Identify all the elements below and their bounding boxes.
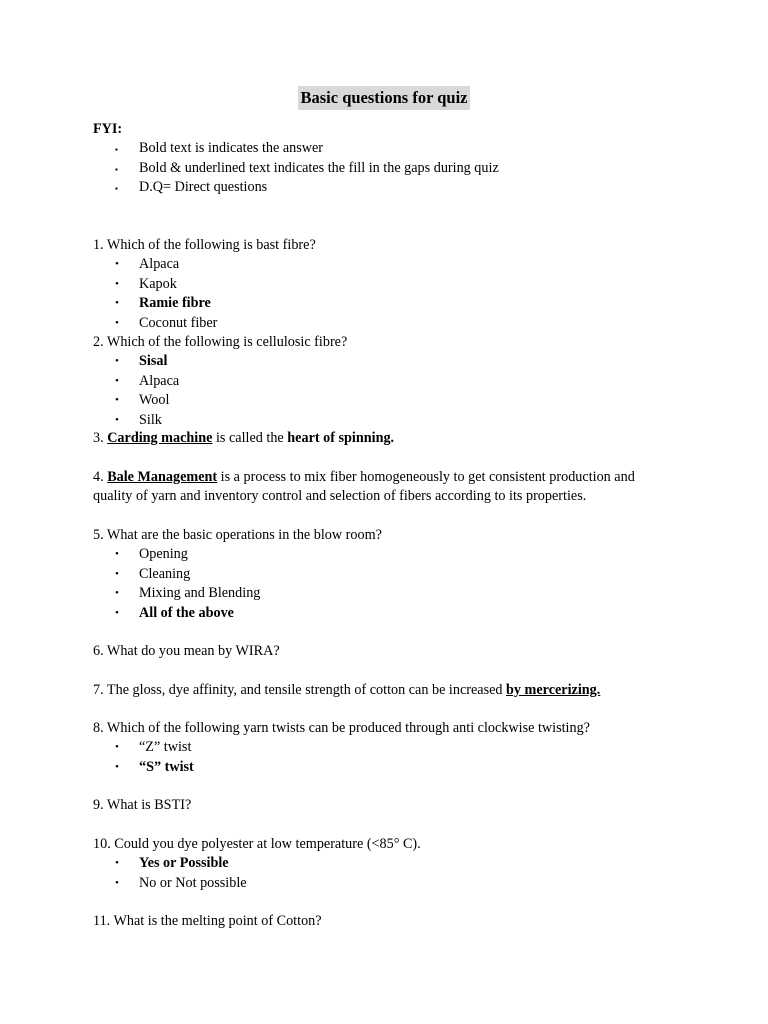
question-3	[93, 429, 693, 448]
dot-bullet-icon: •	[115, 394, 119, 407]
question-6	[93, 642, 693, 661]
fyi-heading: FYI:	[93, 121, 123, 137]
dot-bullet-icon: •	[115, 548, 119, 561]
option: • Kapok	[93, 275, 693, 294]
option: • Coconut fiber	[93, 314, 693, 333]
question-11	[93, 912, 693, 931]
fyi-section	[93, 120, 693, 198]
question-1	[93, 236, 693, 333]
dot-bullet-icon: •	[115, 374, 119, 387]
question-4	[93, 468, 673, 507]
fyi-item: ▪ D.Q= Direct questions	[93, 178, 693, 197]
dot-bullet-icon: •	[115, 741, 119, 754]
question-text: 2. Which of the following is cellulosic fibre?	[93, 334, 348, 350]
question-9	[93, 796, 693, 815]
fyi-item: ▪ Bold & underlined text indicates the fill in the gaps during quiz	[93, 159, 693, 178]
option: • No or Not possible	[93, 874, 693, 893]
option-answer: • Sisal	[93, 352, 693, 371]
question-text: 11. What is the melting point of Cotton?	[93, 913, 322, 929]
question-7	[93, 681, 693, 700]
page-title: Basic questions for quiz	[298, 86, 469, 110]
question-text: 4. Bale Management is a process to mix fiber homogeneously to get consistent production and quality of yarn and inventory control and selection of fibers according to its properties.	[93, 469, 635, 505]
question-text: 10. Could you dye polyester at low temperature (<85° C).	[93, 836, 421, 852]
title-wrap	[0, 86, 768, 110]
option: • Silk	[93, 411, 693, 430]
fyi-item: ▪ Bold text is indicates the answer	[93, 139, 693, 158]
question-text: 7. The gloss, dye affinity, and tensile strength of cotton can be increased by mercerizing.	[93, 682, 601, 698]
square-bullet-icon: ▪	[115, 184, 118, 194]
option-answer: • “S” twist	[93, 758, 693, 777]
dot-bullet-icon: •	[115, 258, 119, 271]
question-text: 8. Which of the following yarn twists can be produced through anti clockwise twisting?	[93, 720, 590, 736]
square-bullet-icon: ▪	[115, 145, 118, 155]
dot-bullet-icon: •	[115, 413, 119, 426]
option: • Cleaning	[93, 565, 693, 584]
question-10	[93, 835, 693, 893]
option-answer: • Yes or Possible	[93, 854, 693, 873]
option: • Wool	[93, 391, 693, 410]
question-5	[93, 526, 693, 623]
option-answer: • Ramie fibre	[93, 294, 693, 313]
dot-bullet-icon: •	[115, 606, 119, 619]
dot-bullet-icon: •	[115, 876, 119, 889]
option: • Alpaca	[93, 372, 693, 391]
option: • Mixing and Blending	[93, 584, 693, 603]
question-text: 3. Carding machine is called the heart of spinning.	[93, 430, 395, 446]
dot-bullet-icon: •	[115, 857, 119, 870]
question-text: 9. What is BSTI?	[93, 797, 192, 813]
option: • Opening	[93, 545, 693, 564]
option-answer: • All of the above	[93, 604, 693, 623]
dot-bullet-icon: •	[115, 587, 119, 600]
dot-bullet-icon: •	[115, 316, 119, 329]
dot-bullet-icon: •	[115, 297, 119, 310]
dot-bullet-icon: •	[115, 567, 119, 580]
option: • Alpaca	[93, 255, 693, 274]
question-text: 6. What do you mean by WIRA?	[93, 643, 280, 659]
question-8	[93, 719, 693, 777]
option: • “Z” twist	[93, 738, 693, 757]
dot-bullet-icon: •	[115, 355, 119, 368]
question-text: 5. What are the basic operations in the blow room?	[93, 527, 382, 543]
question-2	[93, 333, 693, 430]
square-bullet-icon: ▪	[115, 164, 118, 174]
question-text: 1. Which of the following is bast fibre?	[93, 237, 316, 253]
dot-bullet-icon: •	[115, 277, 119, 290]
dot-bullet-icon: •	[115, 760, 119, 773]
